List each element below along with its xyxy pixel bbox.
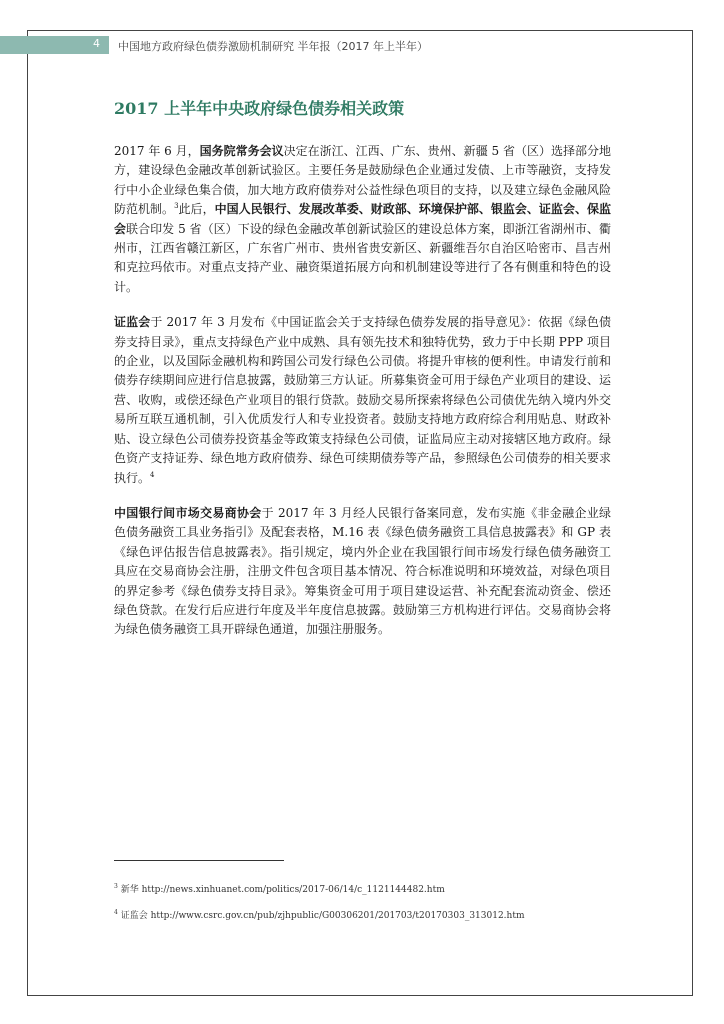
paragraph-nafmii (114, 504, 611, 640)
text-run: 决定在浙江、江西、广东、贵州、新疆 5 省（区）选择部分地方，建设绿色金融改革创新试验区。主要任务是鼓励绿色企业通过发债、上市等融资，支持发行中小企业绿色集合债，加大地方政府债券对公益性绿色项目的支持，以及建立绿色金融风险防范机制。 (114, 144, 611, 217)
text-run: 2017 年 6 月， (114, 144, 200, 158)
text-run: 于 2017 年 3 月经人民银行备案同意，发布实施《非金融企业绿色债务融资工具业务指引》及配套表格，M.16 表《绿色债务融资工具信息披露表》和 GP 表《绿色评估报告信息披露表》。指引规定，境内外企业在我国银行间市场发行绿色债务融资工具应在交易商协会注册，注册文件包含项目基本情况、符合标准说明和环境效益，对绿色项目的界定参考《绿色债券支持目录》。筹集资金可用于项目建设运营、补充配套流动资金、偿还绿色贷款。在发行后应进行年度及半年度信息披露。鼓励第三方机构进行评估。交易商协会将为绿色债务融资工具开辟绿色通道，加强注册服务。 (114, 505, 611, 637)
section-title: 2017 上半年中央政府绿色债券相关政策 (114, 99, 405, 118)
text-run: 联合印发 5 省（区）下设的绿色金融改革创新试验区的建设总体方案，即浙江省湖州市、衢州市，江西省赣江新区，广东省广州市、贵州省贵安新区、新疆维吾尔自治区哈密市、昌吉州和克拉玛依市。对重点支持产业、融资渠道拓展方向和机制建设等进行了各有侧重和特色的设计。 (114, 221, 611, 294)
footnote-4 (114, 908, 524, 921)
paragraph-state-council (114, 142, 611, 297)
footnote-link[interactable]: 证监会 http://www.csrc.gov.cn/pub/zjhpublic/G00306201/201703/t20170303_313012.htm (120, 911, 525, 921)
running-header: 中国地方政府绿色债券激励机制研究 半年报（2017 年上半年） (118, 40, 428, 53)
body-text (114, 142, 611, 656)
bold-entity: 证监会 (114, 315, 151, 330)
footnote-divider (114, 860, 284, 861)
footnote-link[interactable]: 新华 http://news.xinhuanet.com/politics/2017-06/14/c_1121144482.htm (120, 885, 445, 895)
footnote-ref[interactable]: 3 (174, 202, 179, 211)
page-number: 4 (93, 37, 100, 50)
bold-entity: 中国银行间市场交易商协会 (114, 505, 262, 520)
paragraph-csrc (114, 313, 611, 488)
footnote-mark: 3 (114, 883, 118, 890)
bold-entity: 国务院常务会议 (199, 144, 284, 158)
footnote-3 (114, 882, 445, 895)
text-run: 此后， (178, 202, 215, 217)
footnote-mark: 4 (114, 909, 118, 916)
bold-entity: 中国人民银行、发展改革委、财政部、环境保护部、银监会、证监会、保监会 (114, 202, 611, 236)
footnote-ref[interactable]: 4 (150, 470, 155, 479)
text-run: 于 2017 年 3 月发布《中国证监会关于支持绿色债券发展的指导意见》：依据《绿色债券支持目录》，重点支持绿色产业中成熟、具有领先技术和独特优势，致力于中长期 PPP 项目的企业，以及国际金融机构和跨国公司发行绿色公司债。将提升审核的便利性。申请发行前和债券存续期间应进行信息披露，鼓励第三方认证。所募集资金可用于绿色产业项目的建设、运营、收购，或偿还绿色产业项目的银行贷款。鼓励交易所探索将绿色公司债优先纳入境内外交易所互联互通机制，引入优质发行人和专业投资者。鼓励支持地方政府综合利用贴息、财政补贴、设立绿色公司债券投资基金等政策支持绿色公司债，证监局应主动对接辖区地方政府。绿色资产支持证券、绿色地方政府债券、绿色可续期债券等产品，参照绿色公司债券的相关要求执行。 (114, 315, 611, 485)
